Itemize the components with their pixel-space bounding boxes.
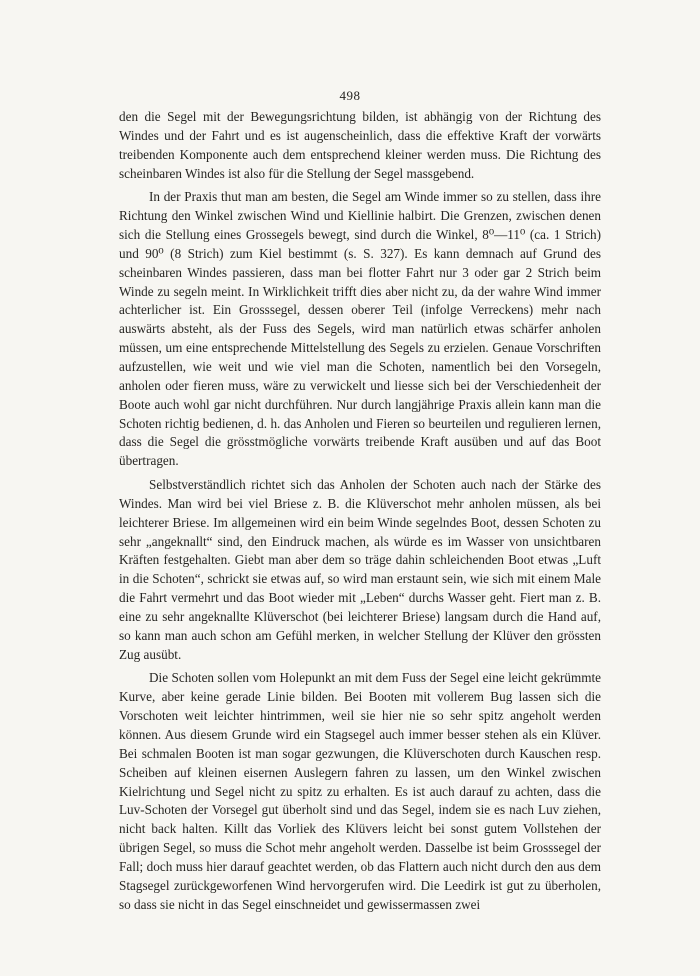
paragraph-2: In der Praxis thut man am besten, die Segel am Winde immer so zu stellen, dass ihre Richtung den Winkel zwischen Wind und Kiellinie halbirt. Die Grenzen, zwischen denen sich die Stellung eines Grossegels bewegt, sind durch die Winkel, 8⁰—11⁰ (ca. 1 Strich) und 90⁰ (8 Strich) zum Kiel bestimmt (s. S. 327). Es kann demnach auf Grund des scheinbaren Windes passieren, dass man bei flotter Fahrt nur 3 oder gar 2 Strich beim Winde zu segeln meint. In Wirklichkeit trifft dies aber nicht zu, da der wahre Wind immer achterlicher ist. Ein Grosssegel, dessen oberer Teil (infolge Verreckens) mehr nach auswärts absteht, als der Fuss des Segels, wird man natürlich etwas schärfer anholen müssen, um eine entsprechende Mittelstellung des Segels zu erzielen. Genaue Vorschriften aufzustellen, wie weit und wie viel man die Schoten, namentlich bei den Vorsegeln, anholen oder fieren muss, wäre zu verwickelt und liesse sich bei der Verschiedenheit der Boote auch wohl gar nicht durchführen. Nur durch langjährige Praxis allein kann man die Schoten richtig bedienen, d. h. das Anholen und Fieren so beurteilen und regulieren lernen, dass die Segel die grösstmögliche vorwärts treibende Kraft ausüben und auf das Boot übertragen. — [119, 189, 601, 469]
paragraph-4: Die Schoten sollen vom Holepunkt an mit dem Fuss der Segel eine leicht gekrümmte Kurve, aber keine gerade Linie bilden. Bei Booten mit vollerem Bug lassen sich die Vorschoten weit leichter hintrimmen, weil sie hier nie so sehr spitz angeholt werden können. Aus diesem Grunde wird ein Stagsegel auch immer besser stehen als ein Klüver. Bei schmalen Booten ist man sogar gezwungen, die Klüverschoten durch Kauschen resp. Scheiben auf kleinen eisernen Auslegern fahren zu lassen, um den Winkel zwischen Kielrichtung und Segel nicht zu spitz zu erhalten. Es ist auch darauf zu achten, dass die Luv-Schoten der Vorsegel gut überholt sind und das Segel, indem sie es nach Luv ziehen, nicht back halten. Killt das Vorliek des Klüvers leicht bei sonst gutem Vollstehen der übrigen Segel, so muss die Schot mehr angeholt werden. Dasselbe ist beim Grosssegel der Fall; doch muss hier darauf geachtet werden, ob das Flattern auch nicht durch den aus dem Stagsegel zurückgeworfenen Wind hervorgerufen wird. Die Leedirk ist gut zu überholen, so dass sie nicht in das Segel einschneidet und gewissermassen zwei — [119, 670, 601, 912]
paragraph-3: Selbstverständlich richtet sich das Anholen der Schoten auch nach der Stärke des Windes. Man wird bei viel Briese z. B. die Klüverschot mehr anholen müssen, als bei leichterer Briese. Im allgemeinen wird ein beim Winde segelndes Boot, dessen Schoten zu sehr „angeknallt“ sind, den Eindruck machen, als würde es im Wasser von unsichtbaren Kräften festgehalten. Giebt man aber dem so träge dahin schleichenden Boot etwas „Luft in die Schoten“, schrickt sie etwas auf, so wird man erstaunt sein, wie sich mit einem Male die Fahrt vermehrt und das Boot wieder mit „Leben“ durchs Wasser geht. Fiert man z. B. eine zu sehr angeknallte Klüverschot (bei leichterer Briese) langsam durch die Hand auf, so kann man auch schon am Gefühl merken, in welcher Stellung der Klüver den grössten Zug ausübt. — [119, 477, 601, 662]
paragraph-1: den die Segel mit der Bewegungsrichtung bilden, ist abhängig von der Richtung des Windes und der Fahrt und es ist augenscheinlich, dass die effektive Kraft der vorwärts treibenden Komponente auch dem entsprechend kleiner werden muss. Die Richtung des scheinbaren Windes ist also für die Stellung der Segel massgebend. — [119, 109, 601, 181]
page-number: 498 — [339, 88, 361, 103]
body-text — [119, 108, 601, 914]
